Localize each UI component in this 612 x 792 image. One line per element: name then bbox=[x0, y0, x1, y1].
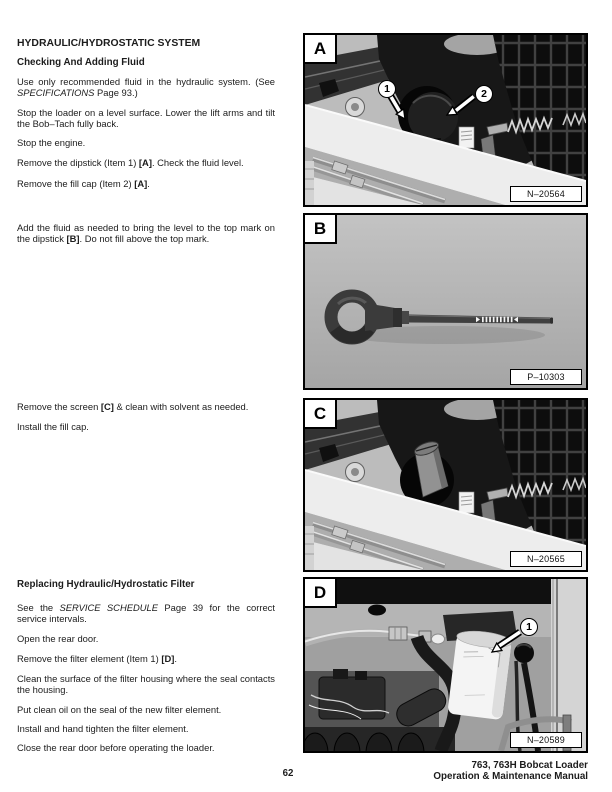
paragraph-remove-dipstick: Remove the dipstick (Item 1) [A]. Check the fluid level. bbox=[17, 157, 244, 169]
figure-panel-c bbox=[303, 398, 588, 572]
paragraph-remove-fillcap: Remove the fill cap (Item 2) [A]. bbox=[17, 177, 150, 189]
photo-reference-number: N–20565 bbox=[510, 551, 582, 567]
figure-panel-b bbox=[303, 213, 588, 390]
callout-2: 2 bbox=[475, 85, 493, 103]
paragraph-clean-housing: Clean the surface of the filter housing where the seal contacts the housing. bbox=[17, 673, 275, 696]
photo-reservoir-cap bbox=[305, 35, 586, 205]
photo-reservoir-screen bbox=[305, 400, 586, 570]
paragraph-remove-filter: Remove the filter element (Item 1) [D]. bbox=[17, 652, 177, 664]
panel-letter-label: A bbox=[303, 33, 337, 64]
paragraph-remove-screen: Remove the screen [C] & clean with solvent as needed. bbox=[17, 401, 249, 412]
paragraph-recommended-fluid: Use only recommended fluid in the hydraulic system. (See SPECIFICATIONS Page 93.) bbox=[17, 76, 275, 99]
paragraph-service-schedule: See the SERVICE SCHEDULE Page 39 for the correct service intervals. bbox=[17, 602, 275, 625]
photo-dipstick bbox=[305, 215, 586, 388]
figure-panel-d bbox=[303, 577, 588, 753]
page-number: 62 bbox=[282, 768, 294, 779]
callout-1: 1 bbox=[378, 80, 396, 98]
photo-filter-element bbox=[305, 579, 586, 751]
paragraph-add-fluid: Add the fluid as needed to bring the level to the top mark on the dipstick [B]. Do not fill above the top mark. bbox=[17, 222, 275, 245]
paragraph-close-door: Close the rear door before operating the loader. bbox=[17, 742, 215, 754]
section-title: Replacing Hydraulic/Hydrostatic Filter bbox=[17, 579, 195, 590]
section-checking-fluid bbox=[17, 38, 275, 254]
section-subtitle: Checking And Adding Fluid bbox=[17, 57, 145, 68]
paragraph-open-door: Open the rear door. bbox=[17, 632, 99, 644]
footer-manual-line: Operation & Maintenance Manual bbox=[433, 771, 588, 782]
panel-letter-label: B bbox=[303, 213, 337, 244]
callout-1: 1 bbox=[520, 618, 538, 636]
paragraph-install-cap: Install the fill cap. bbox=[17, 421, 89, 433]
section-screen bbox=[17, 401, 275, 442]
section-title: HYDRAULIC/HYDROSTATIC SYSTEM bbox=[17, 38, 201, 49]
photo-reference-number: N–20589 bbox=[510, 732, 582, 748]
section-replacing-filter bbox=[17, 579, 275, 763]
paragraph-stop-engine: Stop the engine. bbox=[17, 137, 86, 149]
paragraph-stop-loader: Stop the loader on a level surface. Lower the lift arms and tilt the Bob–Tach fully back. bbox=[17, 106, 275, 129]
footer-manual-title bbox=[433, 760, 588, 782]
paragraph-oil-seal: Put clean oil on the seal of the new filter element. bbox=[17, 703, 222, 715]
paragraph-hand-tighten: Install and hand tighten the filter element. bbox=[17, 723, 189, 735]
panel-letter-label: D bbox=[303, 577, 337, 608]
panel-letter-label: C bbox=[303, 398, 337, 429]
photo-reference-number: N–20564 bbox=[510, 186, 582, 202]
photo-reference-number: P–10303 bbox=[510, 369, 582, 385]
footer-model-line: 763, 763H Bobcat Loader bbox=[471, 760, 588, 771]
figure-panel-a bbox=[303, 33, 588, 207]
